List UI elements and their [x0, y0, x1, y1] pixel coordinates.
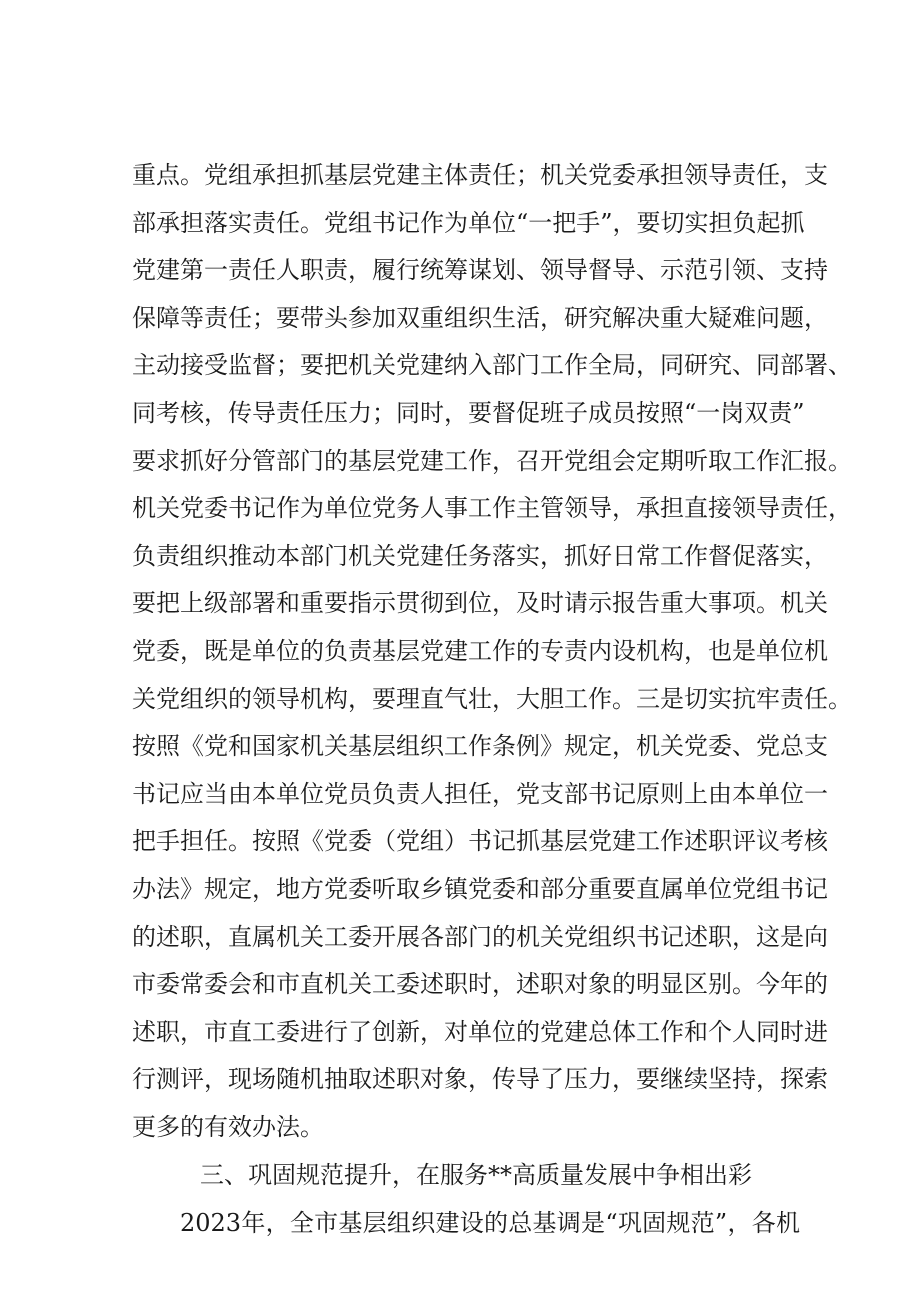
text-line: 重点。党组承担抓基层党建主体责任；机关党委承担领导责任，支	[132, 161, 828, 189]
text-line: 保障等责任；要带头参加双重组织生活，研究解决重大疑难问题，	[132, 303, 828, 332]
text-line: 行测评，现场随机抽取述职对象，传导了压力，要继续坚持，探索	[132, 1065, 828, 1094]
text-line: 机关党委书记作为单位党务人事工作主管领导，承担直接领导责任，	[132, 494, 852, 523]
text-line: 部承担落实责任。党组书记作为单位“一把手”，要切实担负起抓	[132, 208, 805, 237]
document-body	[132, 158, 852, 1240]
paragraph-first-line: 2023年，全市基层组织建设的总基调是“巩固规范”，各机	[180, 1208, 800, 1237]
text-line: 书记应当由本单位党员负责人担任，党支部书记原则上由本单位一	[132, 779, 828, 808]
text-line: 按照《党和国家机关基层组织工作条例》规定，机关党委、党总支	[132, 732, 828, 761]
text-line: 述职，市直工委进行了创新，对单位的党建总体工作和个人同时进	[132, 1017, 828, 1046]
text-line: 关党组织的领导机构，要理直气壮，大胆工作。三是切实抗牢责任。	[132, 684, 852, 713]
text-line: 负责组织推动本部门机关党建任务落实，抓好日常工作督促落实，	[132, 541, 828, 570]
text-line-last: 更多的有效办法。	[132, 1112, 324, 1141]
text-line: 党建第一责任人职责，履行统筹谋划、领导督导、示范引领、支持	[132, 256, 828, 285]
text-line: 把手担任。按照《党委（党组）书记抓基层党建工作述职评议考核	[132, 827, 828, 856]
section-heading: 三、巩固规范提升，在服务**高质量发展中争相出彩	[200, 1160, 752, 1189]
text-line: 市委常委会和市直机关工委述职时，述职对象的明显区别。今年的	[132, 970, 828, 999]
text-line: 要把上级部署和重要指示贯彻到位，及时请示报告重大事项。机关	[132, 589, 828, 618]
text-line: 党委，既是单位的负责基层党建工作的专责内设机构，也是单位机	[132, 636, 828, 665]
text-line: 办法》规定，地方党委听取乡镇党委和部分重要直属单位党组书记	[132, 874, 828, 903]
text-line: 的述职，直属机关工委开展各部门的机关党组织书记述职，这是向	[132, 922, 828, 951]
text-line: 要求抓好分管部门的基层党建工作，召开党组会定期听取工作汇报。	[132, 446, 852, 475]
text-line: 主动接受监督；要把机关党建纳入部门工作全局，同研究、同部署、	[132, 351, 852, 380]
text-line: 同考核，传导责任压力；同时，要督促班子成员按照“一岗双责”	[132, 398, 805, 427]
